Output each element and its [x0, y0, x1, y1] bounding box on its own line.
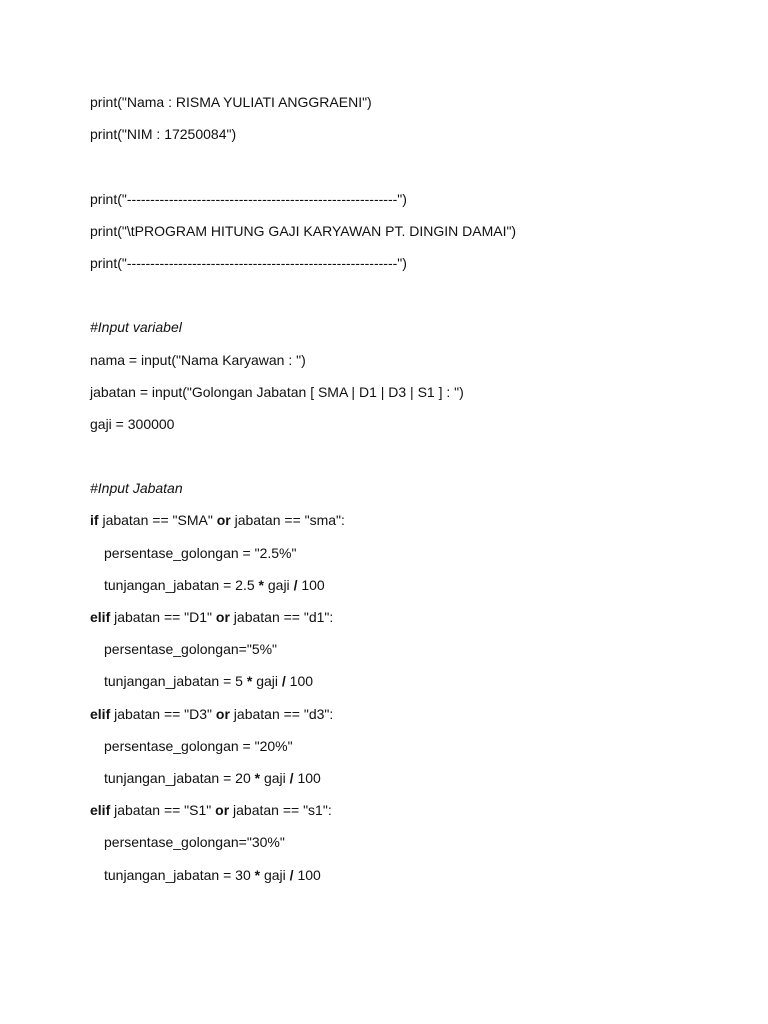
- code-line-print-separator: print("----------------------------------------------------------"): [90, 254, 407, 271]
- condition-text: jabatan == "D3": [110, 705, 216, 722]
- keyword-elif: elif: [90, 705, 111, 722]
- expression-text: gaji: [263, 576, 294, 593]
- keyword-or: or: [216, 512, 231, 529]
- code-line-jabatan-input: jabatan = input("Golongan Jabatan [ SMA | D1 | D3 | S1 ] : "): [90, 383, 464, 400]
- code-line-if-sma: [90, 510, 730, 542]
- code-line-d3-tunjangan: [90, 768, 730, 800]
- keyword-or: or: [215, 609, 230, 625]
- code-line-elif-s1: [90, 800, 730, 832]
- condition-text: jabatan == "s1":: [229, 802, 332, 819]
- code-line-nama-input: nama = input("Nama Karyawan : "): [90, 351, 306, 368]
- code-line-gaji-assign: gaji = 300000: [90, 415, 175, 432]
- keyword-elif: elif: [90, 802, 111, 819]
- keyword-elif: elif: [90, 609, 111, 625]
- condition-text: jabatan == "SMA": [98, 512, 217, 529]
- expression-text: 100: [293, 866, 321, 883]
- code-line-elif-d1: [90, 607, 730, 639]
- condition-text: jabatan == "d1":: [229, 609, 334, 625]
- code-line-d3-persentase: persentase_golongan = "20%": [104, 737, 293, 754]
- code-line-sma-persentase: persentase_golongan = "2.5%": [104, 544, 297, 561]
- blank-line: [90, 446, 730, 478]
- expression-text: gaji: [260, 769, 290, 786]
- expression-text: 100: [285, 673, 314, 690]
- code-line-print-nama: print("Nama : RISMA YULIATI ANGGRAENI"): [90, 94, 372, 110]
- code-line-d1-persentase: persentase_golongan="5%": [104, 641, 278, 658]
- operator-divide: /: [293, 576, 298, 593]
- code-listing: [90, 92, 730, 897]
- code-line-d1-tunjangan: [90, 671, 730, 703]
- operator-multiply: *: [254, 866, 261, 883]
- operator-divide: /: [289, 866, 294, 883]
- expression-text: gaji: [252, 673, 282, 690]
- operator-divide: /: [289, 769, 294, 786]
- code-line-s1-tunjangan: [90, 865, 730, 897]
- code-line-sma-tunjangan: [90, 575, 730, 607]
- code-comment-input-jabatan: #Input Jabatan: [90, 480, 183, 497]
- keyword-or: or: [215, 705, 230, 722]
- expression-text: tunjangan_jabatan = 20: [104, 769, 255, 786]
- keyword-or: or: [215, 802, 230, 819]
- expression-text: 100: [297, 576, 325, 593]
- expression-text: tunjangan_jabatan = 2.5: [104, 576, 259, 593]
- code-line-print-separator: print("----------------------------------------------------------"): [90, 190, 407, 207]
- expression-text: gaji: [260, 866, 290, 883]
- code-line-s1-persentase: persentase_golongan="30%": [104, 834, 285, 851]
- expression-text: tunjangan_jabatan = 5: [104, 673, 247, 690]
- operator-divide: /: [281, 673, 286, 690]
- operator-multiply: *: [258, 576, 264, 593]
- operator-multiply: *: [246, 673, 253, 690]
- blank-line: [90, 285, 730, 317]
- condition-text: jabatan == "d3":: [229, 705, 334, 722]
- expression-text: tunjangan_jabatan = 30: [104, 866, 255, 883]
- code-line-print-nim: print("NIM : 17250084"): [90, 126, 237, 143]
- blank-line: [90, 156, 730, 188]
- condition-text: jabatan == "sma":: [230, 512, 345, 529]
- keyword-if: if: [90, 512, 99, 529]
- operator-multiply: *: [254, 769, 261, 786]
- condition-text: jabatan == "D1": [110, 609, 216, 625]
- code-line-print-title: print("\tPROGRAM HITUNG GAJI KARYAWAN PT. DINGIN DAMAI"): [90, 222, 517, 239]
- code-comment-input-variabel: #Input variabel: [90, 319, 182, 336]
- condition-text: jabatan == "S1": [110, 802, 216, 819]
- code-line-elif-d3: [90, 704, 730, 736]
- expression-text: 100: [293, 769, 321, 786]
